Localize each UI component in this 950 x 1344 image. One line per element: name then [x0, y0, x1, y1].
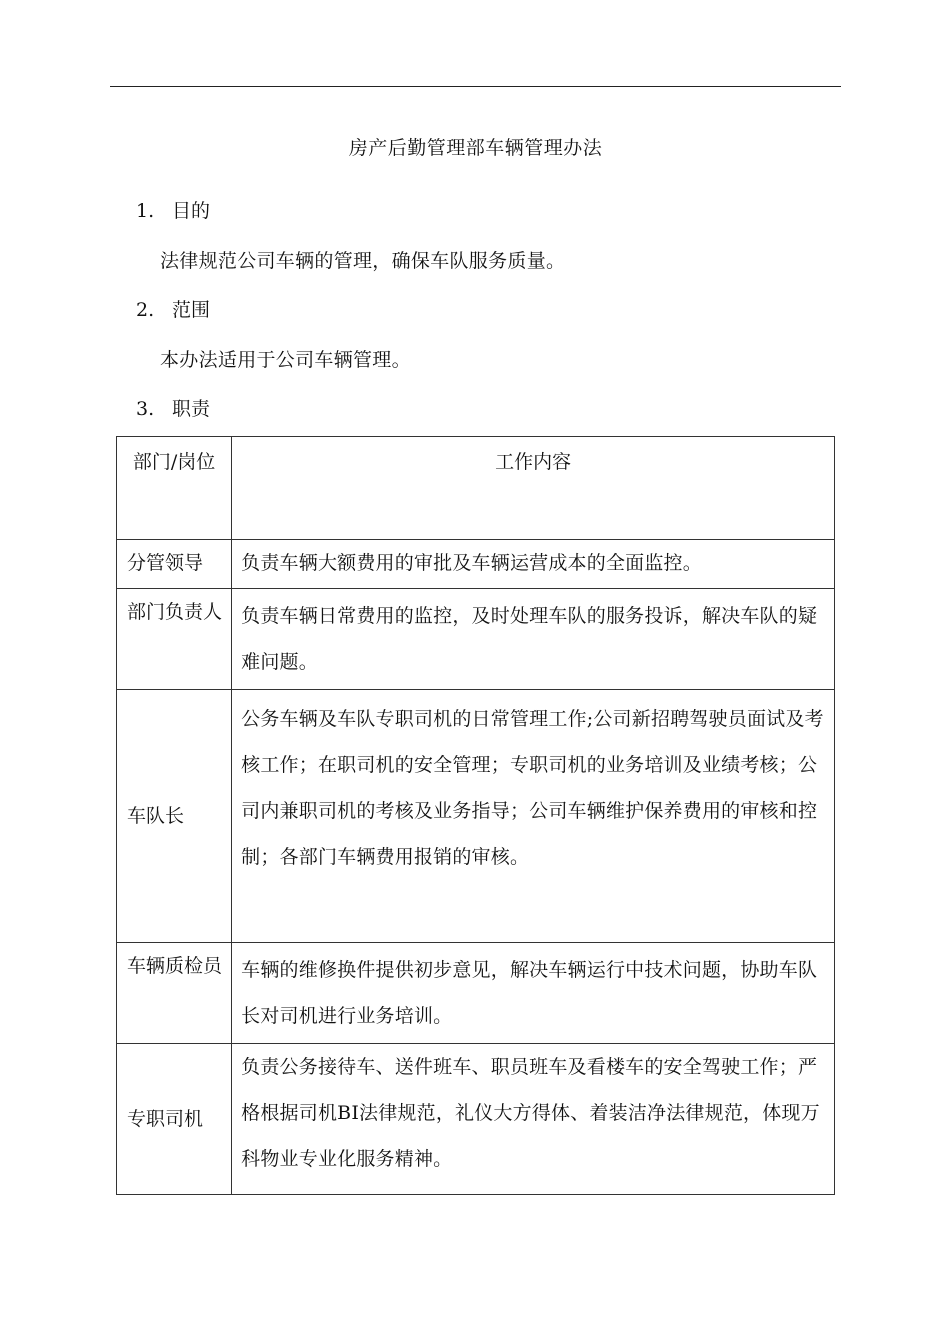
- section-heading-duties: [136, 395, 210, 423]
- dept-cell: 分管领导: [117, 540, 232, 589]
- header-dept: 部门/岗位: [117, 437, 232, 540]
- header-work: 工作内容: [232, 437, 835, 540]
- section-body-scope: 本办法适用于公司车辆管理。: [160, 349, 411, 371]
- section-number: 1.: [136, 200, 155, 222]
- work-cell: 车辆的维修换件提供初步意见，解决车辆运行中技术问题，协助车队长对司机进行业务培训。: [232, 943, 835, 1044]
- section-body-purpose: 法律规范公司车辆的管理，确保车队服务质量。: [160, 250, 566, 272]
- section-number: 2.: [136, 299, 155, 321]
- table-row: [117, 589, 835, 690]
- section-number: 3.: [136, 398, 155, 420]
- work-cell: 公务车辆及车队专职司机的日常管理工作;公司新招聘驾驶员面试及考核工作；在职司机的安全管理；专职司机的业务培训及业绩考核；公司内兼职司机的考核及业务指导；公司车辆维护保养费用的审核和控制；各部门车辆费用报销的审核。: [232, 690, 835, 943]
- work-cell: 负责公务接待车、送件班车、职员班车及看楼车的安全驾驶工作；严格根据司机BI法律规范，礼仪大方得体、着装洁净法律规范，体现万科物业专业化服务精神。: [232, 1044, 835, 1195]
- section-heading-purpose: [136, 197, 210, 225]
- work-cell: 负责车辆日常费用的监控，及时处理车队的服务投诉，解决车队的疑难问题。: [232, 589, 835, 690]
- section-title: 目的: [172, 200, 211, 222]
- table-header-row: [117, 437, 835, 540]
- dept-cell: 车队长: [117, 690, 232, 943]
- table-row: [117, 690, 835, 943]
- dept-cell: 车辆质检员: [117, 943, 232, 1044]
- duties-table: [116, 436, 835, 1195]
- dept-cell: 专职司机: [117, 1044, 232, 1195]
- section-title: 范围: [172, 299, 211, 321]
- dept-cell: 部门负责人: [117, 589, 232, 690]
- work-cell: 负责车辆大额费用的审批及车辆运营成本的全面监控。: [232, 540, 835, 589]
- section-heading-scope: [136, 296, 210, 324]
- table-row: [117, 540, 835, 589]
- table-row: [117, 1044, 835, 1195]
- table-row: [117, 943, 835, 1044]
- header-rule: [110, 86, 841, 87]
- section-title: 职责: [172, 398, 211, 420]
- document-title: 房产后勤管理部车辆管理办法: [348, 137, 603, 159]
